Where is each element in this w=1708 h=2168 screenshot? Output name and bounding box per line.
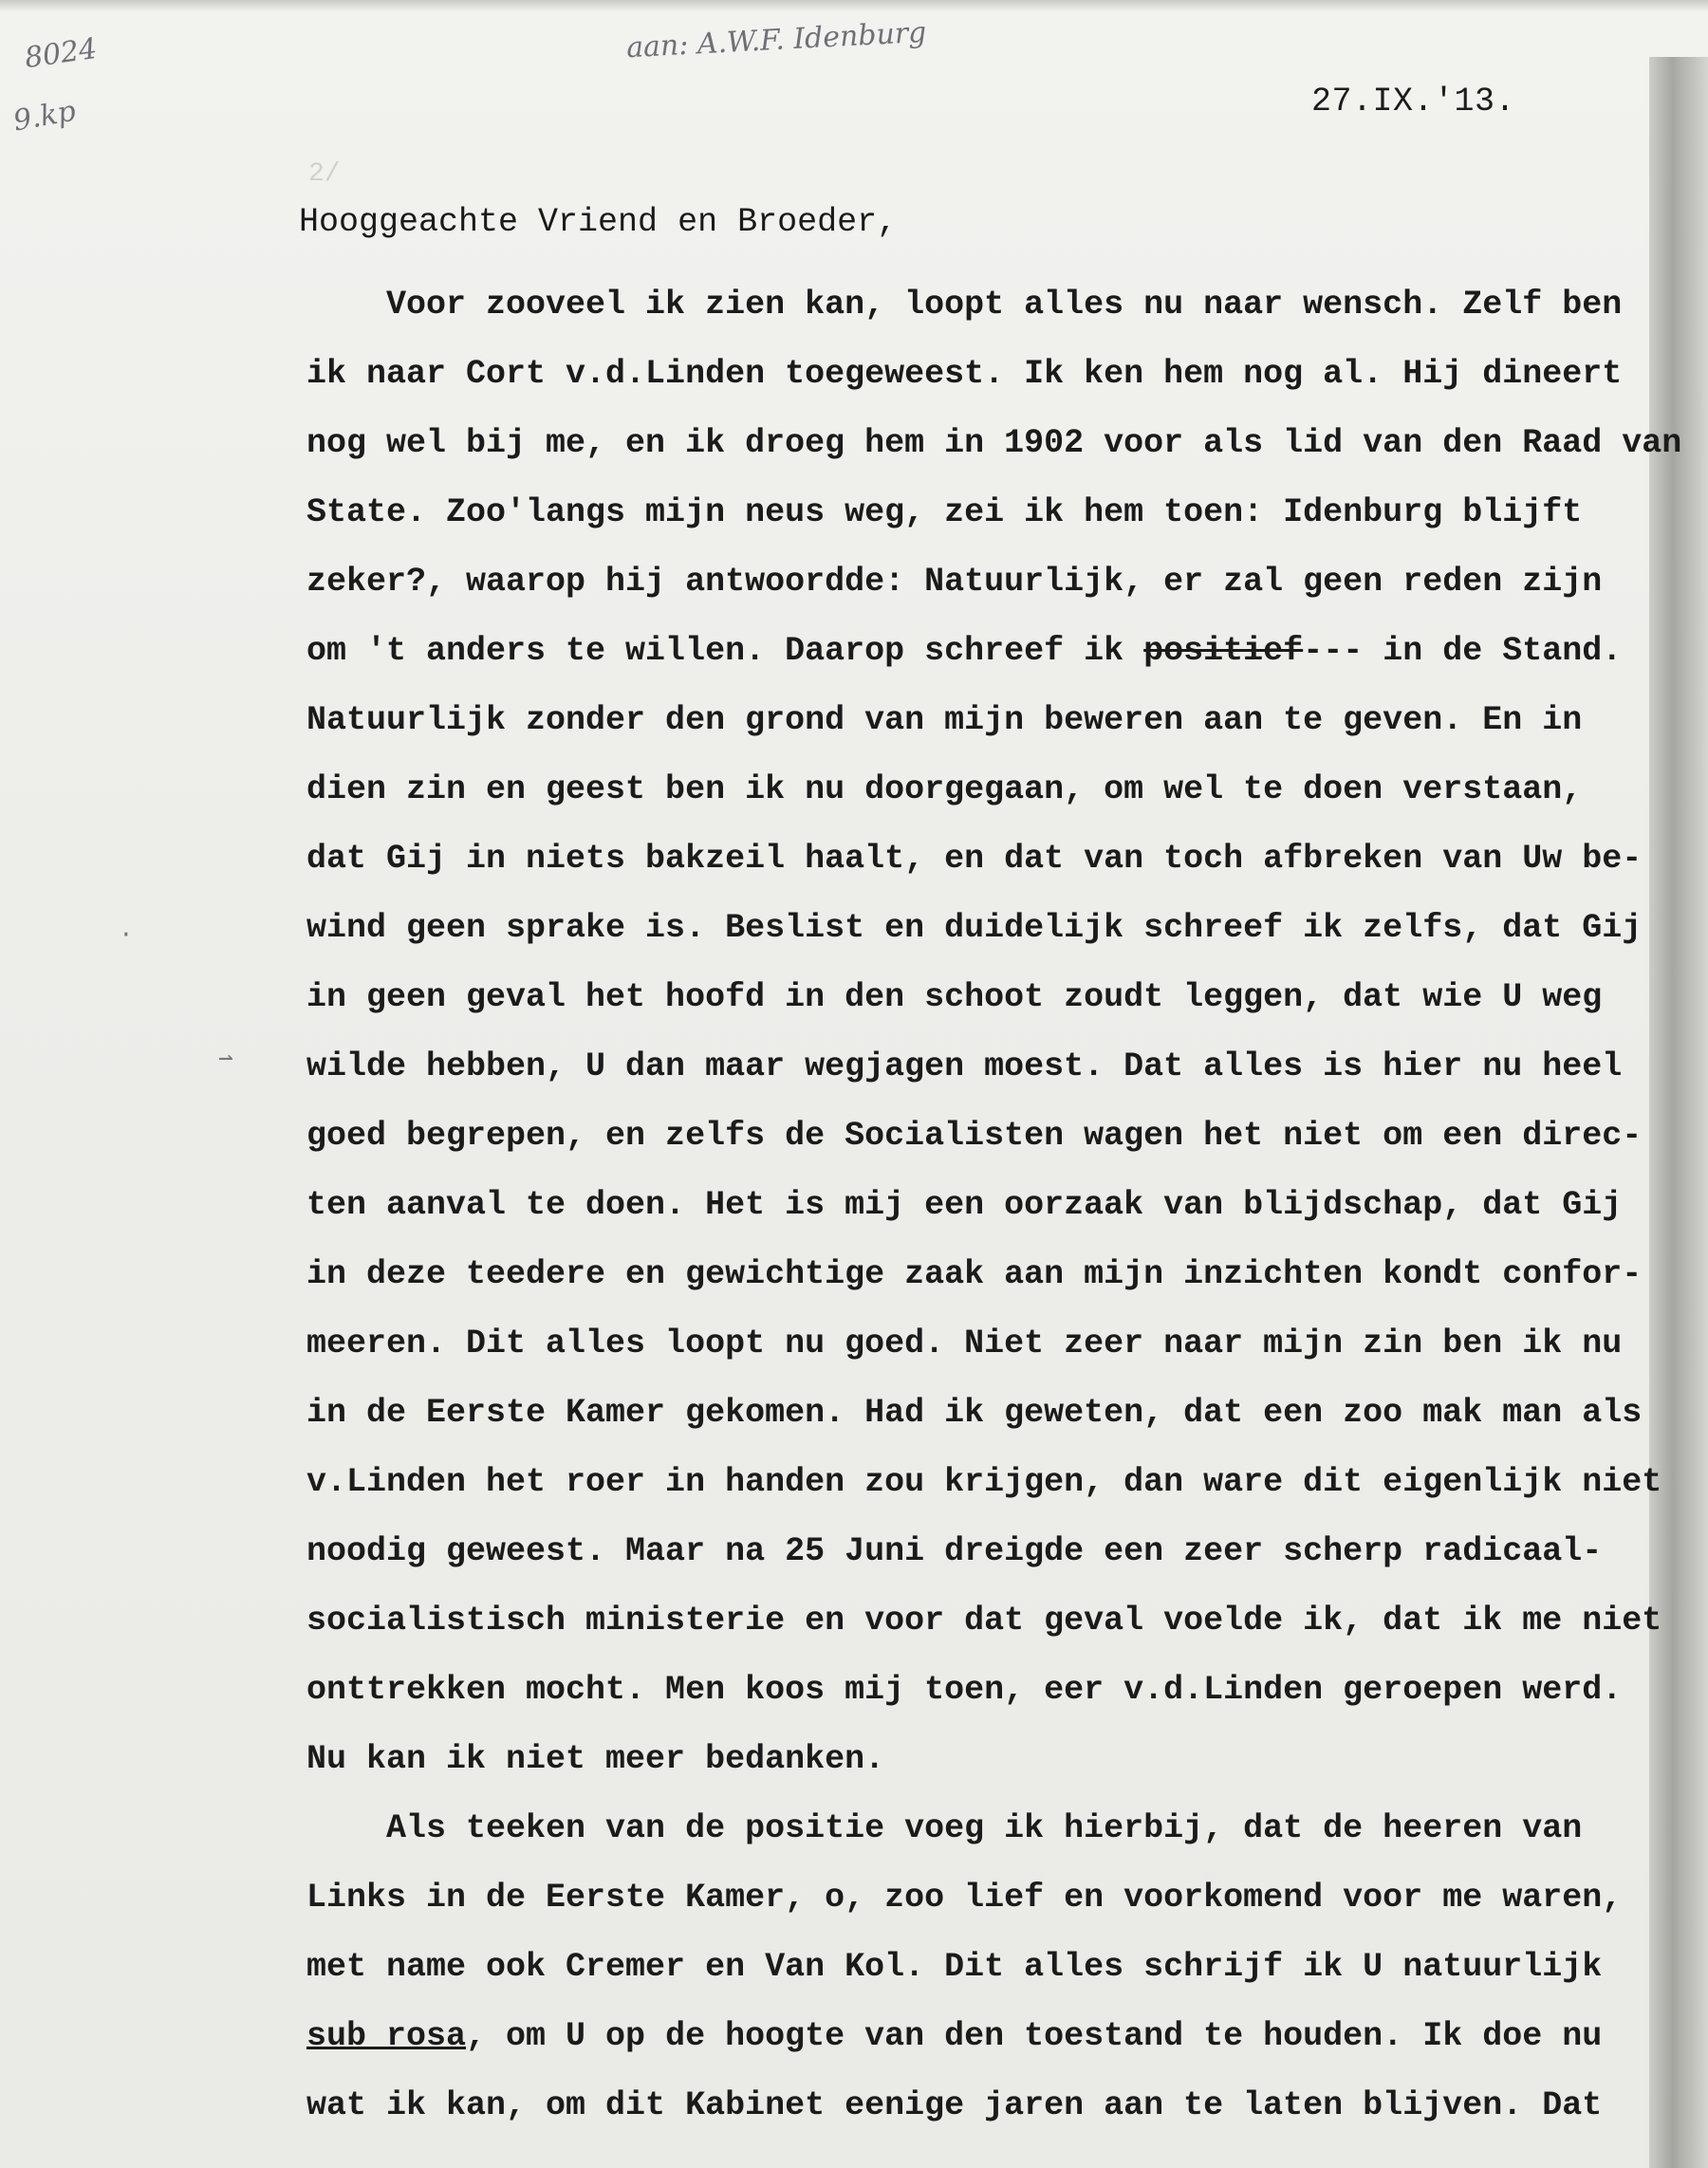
body-line-with-strikethrough [306, 617, 1682, 686]
body-line: in de Eerste Kamer gekomen. Had ik geweten, dat een zoo mak man als [306, 1394, 1643, 1432]
stray-mark: · [119, 920, 134, 949]
underlined-phrase: sub rosa [306, 2017, 467, 2055]
body-line: State. Zoo'langs mijn neus weg, zei ik hem toen: Idenburg blijft [306, 493, 1583, 531]
body-line: ik naar Cort v.d.Linden toegeweest. Ik ken hem nog al. Hij dineert [306, 355, 1623, 393]
body-line: wind geen sprake is. Beslist en duidelijk schreef ik zelfs, dat Gij [306, 909, 1643, 947]
body-line: dien zin en geest ben ik nu doorgegaan, om wel te doen verstaan, [306, 770, 1583, 808]
body-line: Natuurlijk zonder den grond van mijn beweren aan te geven. En in [306, 701, 1583, 739]
letter-date: 27.IX.'13. [1311, 83, 1516, 120]
body-line: Nu kan ik niet meer bedanken. [306, 1740, 885, 1778]
body-line: noodig geweest. Maar na 25 Juni dreigde een zeer scherp radicaal- [306, 1532, 1603, 1570]
letter-body [306, 270, 1682, 2140]
body-line: met name ook Cremer en Van Kol. Dit alles schrijf ik U natuurlijk [306, 1948, 1603, 1986]
body-line: meeren. Dit alles loopt nu goed. Niet zeer naar mijn zin ben ik nu [306, 1325, 1623, 1362]
stray-arrow-mark: ⇀ [218, 1045, 233, 1073]
archive-number-note: 8024 [22, 31, 100, 76]
line-text: om 't anders te willen. Daarop schreef ik [306, 632, 1144, 670]
addressee-handwritten-note: aan: A.W.F. Idenburg [625, 15, 928, 65]
body-line: socialistisch ministerie en voor dat geval voelde ik, dat ik me niet [306, 1602, 1662, 1640]
archive-code-note: 9.kp [10, 94, 79, 139]
line-tail: --- in de Stand. [1303, 632, 1623, 670]
faint-show-through-mark: 2/ [308, 159, 341, 189]
body-line: Links in de Eerste Kamer, o, zoo lief en voorkomend voor me waren, [306, 1879, 1623, 1917]
body-line: dat Gij in niets bakzeil haalt, en dat van toch afbreken van Uw be- [306, 840, 1643, 878]
body-line: ten aanval te doen. Het is mij een oorzaak van blijdschap, dat Gij [306, 1186, 1623, 1224]
body-line: Als teeken van de positie voeg ik hierbij, dat de heeren van [306, 1809, 1583, 1847]
body-line: in deze teedere en gewichtige zaak aan mijn inzichten kondt confor- [306, 1255, 1643, 1293]
body-line: wat ik kan, om dit Kabinet eenige jaren aan te laten blijven. Dat [306, 2086, 1603, 2124]
body-line: onttrekken mocht. Men koos mij toen, eer v.d.Linden geroepen werd. [306, 1671, 1623, 1709]
salutation: Hooggeachte Vriend en Broeder, [299, 203, 898, 241]
scan-top-edge [0, 0, 1708, 11]
body-line: goed begrepen, en zelfs de Socialisten wagen het niet om een direc- [306, 1117, 1643, 1155]
body-line: v.Linden het roer in handen zou krijgen, dan ware dit eigenlijk niet [306, 1463, 1662, 1501]
body-line: in geen geval het hoofd in den schoot zoudt leggen, dat wie U weg [306, 978, 1603, 1016]
body-line: wilde hebben, U dan maar wegjagen moest. Dat alles is hier nu heel [306, 1047, 1623, 1085]
line-text: , om U op de hoogte van den toestand te houden. Ik doe nu [466, 2017, 1603, 2055]
body-line-with-underline [306, 2002, 1682, 2071]
struck-word: positief [1143, 632, 1304, 670]
body-line: zeker?, waarop hij antwoordde: Natuurlijk, er zal geen reden zijn [306, 563, 1603, 601]
body-line: nog wel bij me, en ik droeg hem in 1902 voor als lid van den Raad van [306, 424, 1682, 462]
body-line: Voor zooveel ik zien kan, loopt alles nu naar wensch. Zelf ben [306, 286, 1623, 324]
